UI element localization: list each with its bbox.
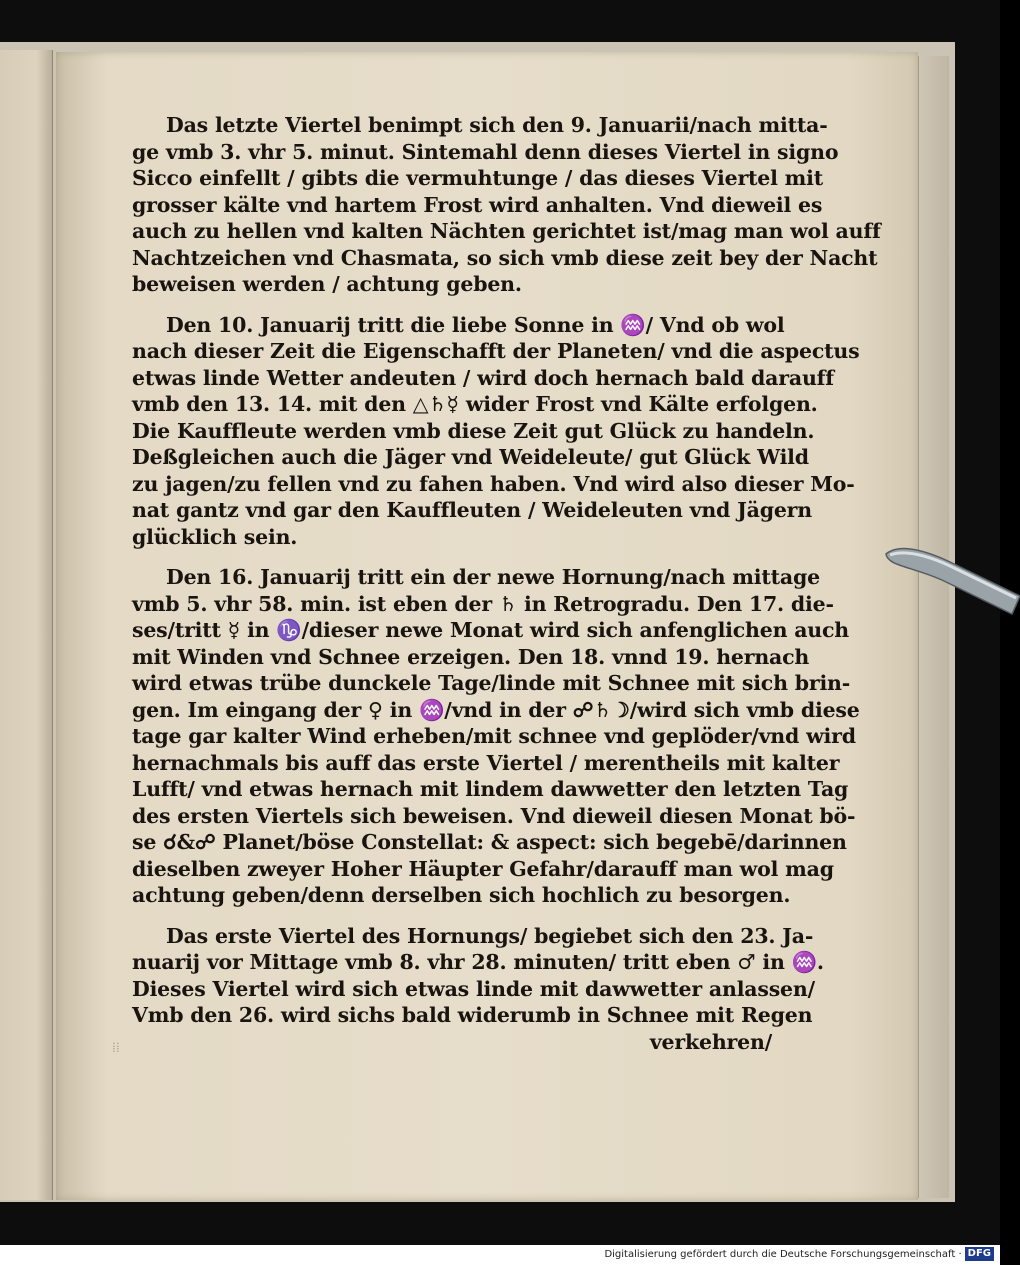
text-line: ses/tritt ☿ in ♑/dieser newe Monat wird sich anfenglichen auch xyxy=(132,618,849,642)
text-line: Dieses Viertel wird sich etwas linde mit dawwetter anlassen/ xyxy=(132,976,815,1001)
text-line: hernachmals bis auff das erste Viertel / merentheils mit kalter xyxy=(132,750,840,775)
text-line: glücklich sein. xyxy=(132,524,298,549)
text-line: se ☌&☍ Planet/böse Constellat: & aspect: sich begebē/darinnen xyxy=(132,830,847,854)
text-line: etwas linde Wetter andeuten / wird doch hernach bald darauff xyxy=(132,365,834,390)
text-line: Sicco einfellt / gibts die vermuhtunge / das dieses Viertel mit xyxy=(132,166,824,190)
text-line: auch zu hellen vnd kalten Nächten gerichtet ist/mag man wol auff xyxy=(132,219,881,243)
text-line: Den 16. Januarij tritt ein der newe Hornung/nach mittage xyxy=(166,565,820,589)
text-line: nat gantz vnd gar den Kauffleuten / Weideleuten vnd Jägern xyxy=(132,498,812,522)
faint-bleed-through-mark: ⁞⁞ xyxy=(112,1040,120,1056)
text-line: tage gar kalter Wind erheben/mit schnee vnd geplöder/vnd wird xyxy=(132,724,856,748)
text-line: ge vmb 3. vhr 5. minut. Sintemahl denn dieses Viertel in signo xyxy=(132,139,839,164)
text-line: Den 10. Januarij tritt die liebe Sonne in ♒/ Vnd ob wol xyxy=(166,312,785,337)
text-line: Die Kauffleute werden vmb diese Zeit gut Glück zu handeln. xyxy=(132,418,815,443)
page-stack-edge xyxy=(918,56,949,1198)
text-line: zu jagen/zu fellen vnd zu fahen haben. Vnd wird also dieser Mo- xyxy=(132,471,855,496)
text-line: Deßgleichen auch die Jäger vnd Weideleute/ gut Glück Wild xyxy=(132,445,809,469)
text-line: nach dieser Zeit die Eigenschafft der Planeten/ vnd die aspectus xyxy=(132,339,860,363)
text-line: Das letzte Viertel benimpt sich den 9. Januarii/nach mitta- xyxy=(166,113,828,137)
text-line: vmb 5. vhr 58. min. ist eben der ♄ in Retrogradu. Den 17. die- xyxy=(132,591,834,616)
text-line: wird etwas trübe dunckele Tage/linde mit Schnee mit sich brin- xyxy=(132,671,851,695)
text-line: Nachtzeichen vnd Chasmata, so sich vmb diese zeit bey der Nacht xyxy=(132,245,878,270)
dfg-logo: DFG xyxy=(965,1247,994,1261)
text-line: nuarij vor Mittage vmb 8. vhr 28. minuten/ tritt eben ♂ in ♒. xyxy=(132,950,824,974)
paragraph-4 xyxy=(132,923,824,1056)
page-text xyxy=(132,112,881,1069)
page-holder-pointer-icon xyxy=(880,540,1020,620)
text-line: Das erste Viertel des Hornungs/ begiebet sich den 23. Ja- xyxy=(166,923,814,948)
text-line: beweisen werden / achtung geben. xyxy=(132,272,522,296)
catchword: verkehren/ xyxy=(649,1029,772,1054)
text-line: grosser kälte vnd hartem Frost wird anhalten. Vnd dieweil es xyxy=(132,192,823,217)
text-line: achtung geben/denn derselben sich hochlich zu besorgen. xyxy=(132,883,791,907)
text-line: Lufft/ vnd etwas hernach mit lindem dawwetter den letzten Tag xyxy=(132,777,849,801)
text-line: vmb den 13. 14. mit den △♄☿ wider Frost vnd Kälte erfolgen. xyxy=(132,392,818,416)
text-line: gen. Im eingang der ♀ in ♒/vnd in der ☍♄☽/wird sich vmb diese xyxy=(132,697,860,722)
footer-credit: Digitalisierung gefördert durch die Deutsche Forschungsgemeinschaft · xyxy=(604,1249,962,1260)
paragraph-3 xyxy=(132,564,860,909)
text-line: Vmb den 26. wird sichs bald widerumb in Schnee mit Regen xyxy=(132,1003,813,1027)
left-page-edge xyxy=(0,50,53,1200)
paragraph-2 xyxy=(132,312,860,551)
digitization-footer xyxy=(0,1245,1000,1265)
text-line: mit Winden vnd Schnee erzeigen. Den 18. vnnd 19. hernach xyxy=(132,644,810,669)
paragraph-1 xyxy=(132,112,881,298)
text-line: dieselben zweyer Hoher Häupter Gefahr/darauff man wol mag xyxy=(132,856,834,881)
text-line: des ersten Viertels sich beweisen. Vnd dieweil diesen Monat bö- xyxy=(132,803,856,828)
